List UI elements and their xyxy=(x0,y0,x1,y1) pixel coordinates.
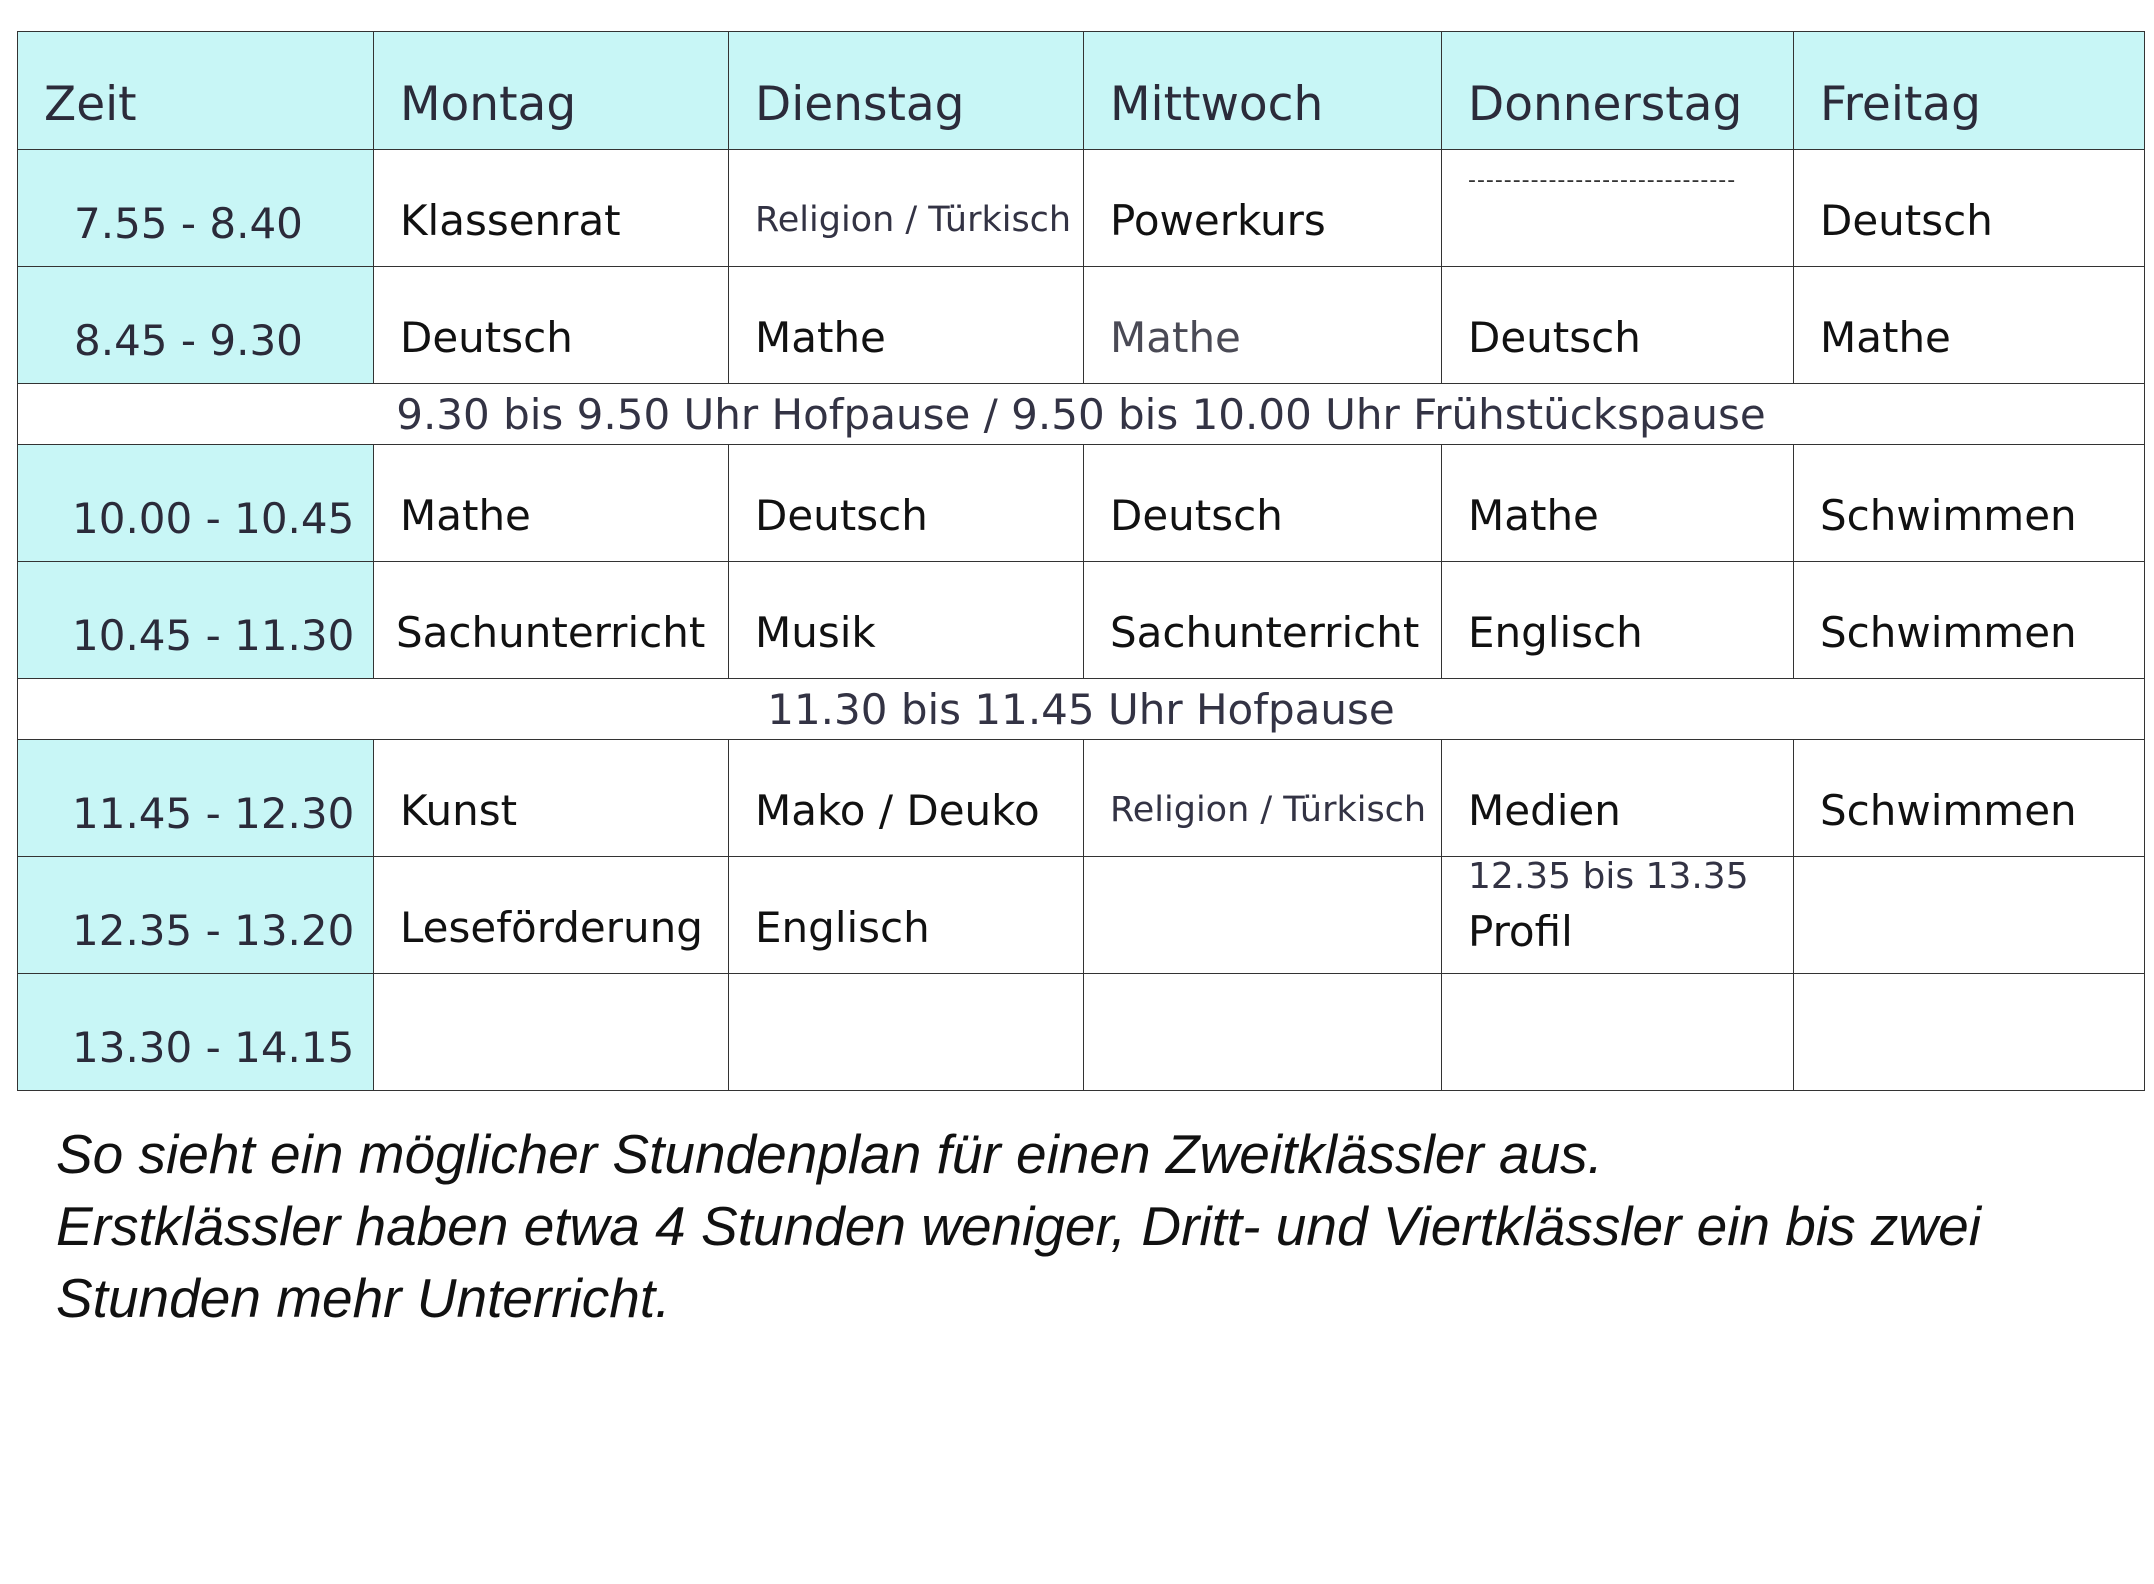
subject-cell: Musik xyxy=(729,562,1084,679)
caption xyxy=(56,1118,2136,1334)
subject-cell: Leseförderung xyxy=(374,857,729,974)
caption-line: Erstklässler haben etwa 4 Stunden weniger, Dritt- und Viertklässler ein bis zwei xyxy=(56,1195,1981,1257)
subject-cell: Englisch xyxy=(1442,562,1794,679)
subject-cell xyxy=(729,974,1084,1091)
table-row xyxy=(18,150,2145,267)
subject-cell: Mathe xyxy=(1084,267,1442,384)
subject-cell: Mako / Deuko xyxy=(729,740,1084,857)
caption-line: Stunden mehr Unterricht. xyxy=(56,1267,671,1329)
subject-cell: Deutsch xyxy=(1442,267,1794,384)
subject-cell: Schwimmen xyxy=(1794,445,2145,562)
header-time: Zeit xyxy=(18,32,374,150)
subject-cell: Sachunterricht xyxy=(374,562,729,679)
header-tuesday: Dienstag xyxy=(729,32,1084,150)
time-cell: 7.55 - 8.40 xyxy=(18,150,374,267)
subject-cell: Mathe xyxy=(374,445,729,562)
subject-cell: Schwimmen xyxy=(1794,740,2145,857)
subject-cell-empty xyxy=(1442,150,1794,267)
subject-cell: Kunst xyxy=(374,740,729,857)
table-row xyxy=(18,740,2145,857)
header-monday: Montag xyxy=(374,32,729,150)
subject-cell xyxy=(1442,857,1794,974)
time-note: 12.35 bis 13.35 xyxy=(1468,856,1749,897)
subject-cell: Religion / Türkisch xyxy=(729,150,1084,267)
time-cell: 13.30 - 14.15 xyxy=(18,974,374,1091)
subject-cell: Mathe xyxy=(1794,267,2145,384)
subject-cell: Mathe xyxy=(1442,445,1794,562)
subject-cell xyxy=(374,974,729,1091)
subject-cell xyxy=(1084,974,1442,1091)
break-row xyxy=(18,679,2145,740)
table-row xyxy=(18,974,2145,1091)
header-thursday: Donnerstag xyxy=(1442,32,1794,150)
header-wednesday: Mittwoch xyxy=(1084,32,1442,150)
subject-label: Profil xyxy=(1468,907,1573,956)
time-cell: 11.45 - 12.30 xyxy=(18,740,374,857)
subject-cell xyxy=(1084,857,1442,974)
subject-cell: Mathe xyxy=(729,267,1084,384)
timetable xyxy=(17,31,2145,1091)
time-cell: 8.45 - 9.30 xyxy=(18,267,374,384)
time-cell: 10.45 - 11.30 xyxy=(18,562,374,679)
subject-cell xyxy=(1794,857,2145,974)
subject-cell: Sachunterricht xyxy=(1084,562,1442,679)
subject-cell: Deutsch xyxy=(1794,150,2145,267)
break-text: 9.30 bis 9.50 Uhr Hofpause / 9.50 bis 10.00 Uhr Frühstückspause xyxy=(18,384,2145,445)
table-row xyxy=(18,857,2145,974)
subject-cell: Schwimmen xyxy=(1794,562,2145,679)
subject-cell: Religion / Türkisch xyxy=(1084,740,1442,857)
header-friday: Freitag xyxy=(1794,32,2145,150)
subject-cell: Deutsch xyxy=(1084,445,1442,562)
subject-cell xyxy=(1794,974,2145,1091)
time-cell: 12.35 - 13.20 xyxy=(18,857,374,974)
table-row xyxy=(18,445,2145,562)
subject-cell: Deutsch xyxy=(374,267,729,384)
break-row xyxy=(18,384,2145,445)
subject-cell: Powerkurs xyxy=(1084,150,1442,267)
dash-line: ------------------------------ xyxy=(1468,168,1737,193)
table-row xyxy=(18,267,2145,384)
caption-line: So sieht ein möglicher Stundenplan für einen Zweitklässler aus. xyxy=(56,1123,1603,1185)
table-row xyxy=(18,562,2145,679)
header-row xyxy=(18,32,2145,150)
time-cell: 10.00 - 10.45 xyxy=(18,445,374,562)
subject-cell: Englisch xyxy=(729,857,1084,974)
subject-cell: Klassenrat xyxy=(374,150,729,267)
subject-cell xyxy=(1442,974,1794,1091)
subject-cell: Medien xyxy=(1442,740,1794,857)
break-text: 11.30 bis 11.45 Uhr Hofpause xyxy=(18,679,2145,740)
subject-cell: Deutsch xyxy=(729,445,1084,562)
